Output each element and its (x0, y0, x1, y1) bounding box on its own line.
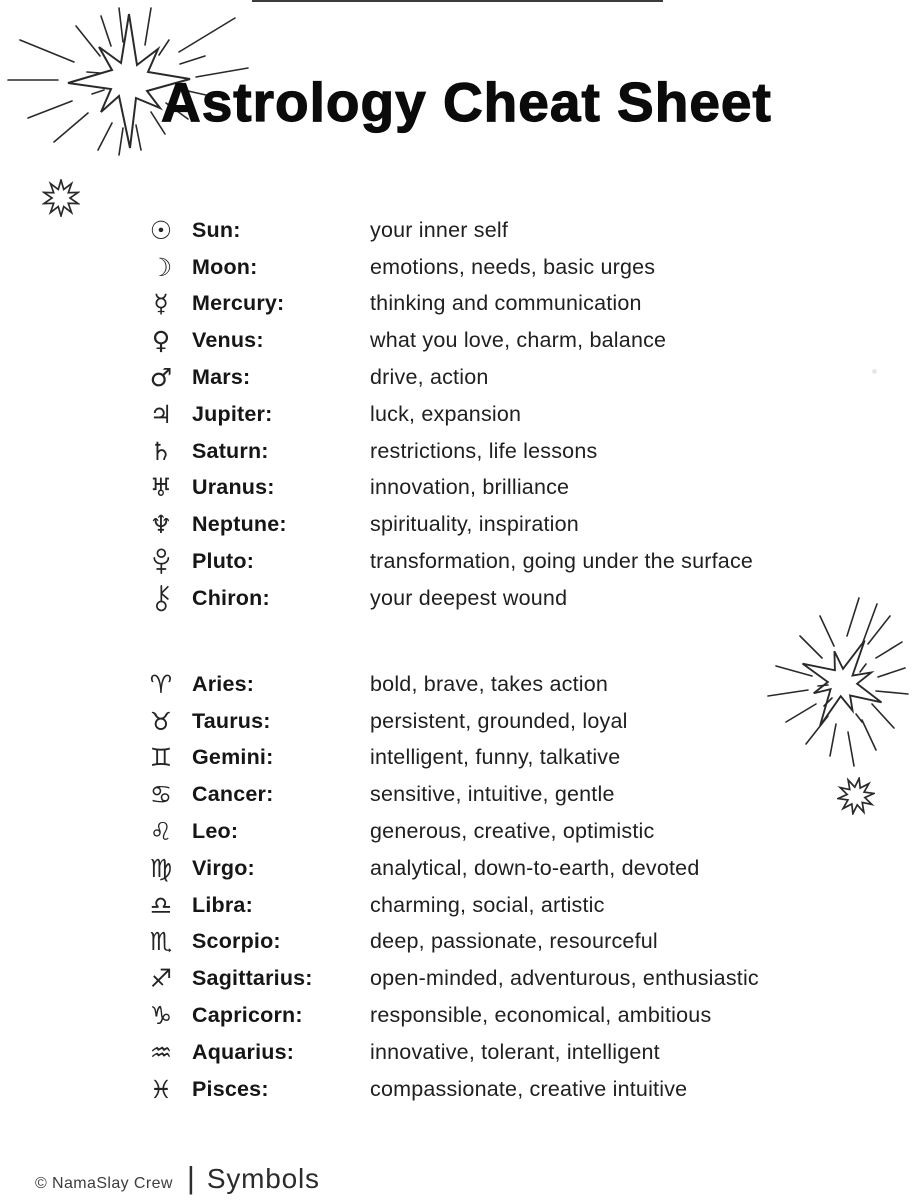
term-description: intelligent, funny, talkative (370, 745, 621, 770)
term-description: open-minded, adventurous, enthusiastic (370, 966, 759, 991)
term-description: innovation, brilliance (370, 475, 570, 500)
term-description: your inner self (370, 217, 509, 242)
term-description: thinking and communication (370, 291, 642, 316)
list-item (138, 359, 753, 396)
pluto-icon (138, 548, 184, 576)
term-label: Cancer: (192, 782, 274, 807)
term-description: transformation, going under the surface (370, 549, 754, 574)
starburst-illustration-right (762, 594, 914, 778)
term-description: bold, brave, takes action (370, 671, 609, 696)
copyright-text: © NamaSlay Crew (35, 1175, 173, 1192)
libra-icon: ♎ (149, 890, 173, 920)
list-item (138, 960, 759, 997)
term-description: spirituality, inspiration (370, 512, 579, 537)
list-item (138, 433, 753, 470)
term-description: drive, action (370, 365, 489, 390)
list-item (138, 249, 753, 286)
term-label: Capricorn: (192, 1003, 303, 1028)
aquarius-icon: ♒ (149, 1037, 173, 1067)
term-label: Venus: (192, 328, 264, 353)
scorpio-icon: ♏ (149, 927, 173, 957)
footer-brand-label: Symbols (206, 1163, 320, 1194)
list-item (138, 470, 753, 507)
paper-speck (872, 369, 877, 374)
moon-icon: ☽ (149, 252, 173, 282)
term-label: Aries: (192, 671, 255, 696)
term-description: innovative, tolerant, intelligent (370, 1039, 660, 1064)
term-label: Mercury: (192, 291, 285, 316)
venus-icon: ♀ (151, 326, 171, 356)
term-description: your deepest wound (370, 585, 568, 610)
term-label: Neptune: (192, 512, 287, 537)
list-item (138, 850, 759, 887)
chiron-icon (138, 584, 184, 612)
list-item (138, 580, 753, 617)
list-item (138, 543, 753, 580)
planets-list (138, 212, 753, 617)
term-description: what you love, charm, balance (370, 328, 667, 353)
term-description: generous, creative, optimistic (370, 819, 655, 844)
list-item (138, 924, 759, 961)
term-description: persistent, grounded, loyal (370, 708, 628, 733)
sagittarius-icon: ♐ (149, 964, 173, 994)
sparkle-burst-icon-left (42, 179, 80, 217)
zodiac-signs-list (138, 666, 759, 1108)
jupiter-icon: ♃ (149, 399, 173, 429)
mars-icon: ♂ (149, 363, 173, 393)
footer-credit (35, 1160, 320, 1196)
term-description: compassionate, creative intuitive (370, 1076, 688, 1101)
term-label: Leo: (192, 819, 239, 844)
saturn-icon: ♄ (149, 436, 173, 466)
term-label: Pisces: (192, 1076, 269, 1101)
term-label: Mars: (192, 365, 251, 390)
list-item (138, 1071, 759, 1108)
term-description: sensitive, intuitive, gentle (370, 782, 615, 807)
term-label: Gemini: (192, 745, 274, 770)
term-description: responsible, economical, ambitious (370, 1003, 712, 1028)
leo-icon: ♌ (149, 817, 173, 847)
uranus-icon: ♅ (149, 473, 173, 503)
list-item (138, 740, 759, 777)
list-item (138, 703, 759, 740)
term-label: Aquarius: (192, 1039, 295, 1064)
term-label: Sagittarius: (192, 966, 313, 991)
cancer-icon: ♋ (149, 780, 173, 810)
list-item (138, 286, 753, 323)
list-item (138, 322, 753, 359)
list-item (138, 506, 753, 543)
term-label: Taurus: (192, 708, 271, 733)
term-description: emotions, needs, basic urges (370, 254, 656, 279)
sun-icon: ☉ (149, 215, 173, 245)
list-item (138, 776, 759, 813)
list-item (138, 666, 759, 703)
term-label: Libra: (192, 892, 253, 917)
list-item (138, 212, 753, 249)
neptune-icon: ♆ (149, 510, 173, 540)
list-item (138, 887, 759, 924)
term-label: Jupiter: (192, 401, 273, 426)
term-label: Virgo: (192, 855, 255, 880)
capricorn-icon: ♑ (149, 1001, 173, 1031)
term-description: analytical, down-to-earth, devoted (370, 855, 700, 880)
term-description: luck, expansion (370, 401, 522, 426)
pisces-icon: ♓ (149, 1074, 173, 1104)
page-edge-line (252, 0, 663, 2)
mercury-icon: ☿ (153, 289, 169, 319)
footer-divider: | (186, 1160, 195, 1195)
term-description: charming, social, artistic (370, 892, 605, 917)
term-label: Sun: (192, 217, 241, 242)
list-item (138, 1034, 759, 1071)
term-label: Scorpio: (192, 929, 281, 954)
sparkle-burst-icon-right (837, 777, 875, 815)
gemini-icon: ♊ (149, 743, 173, 773)
taurus-icon: ♉ (149, 706, 173, 736)
list-item (138, 997, 759, 1034)
term-description: deep, passionate, resourceful (370, 929, 658, 954)
virgo-icon: ♍ (149, 853, 173, 883)
page-title: Astrology Cheat Sheet (161, 71, 772, 133)
term-label: Pluto: (192, 549, 255, 574)
term-label: Chiron: (192, 585, 270, 610)
list-item (138, 396, 753, 433)
list-item (138, 813, 759, 850)
term-label: Moon: (192, 254, 258, 279)
aries-icon: ♈ (149, 669, 173, 699)
term-description: restrictions, life lessons (370, 438, 598, 463)
term-label: Uranus: (192, 475, 275, 500)
term-label: Saturn: (192, 438, 269, 463)
